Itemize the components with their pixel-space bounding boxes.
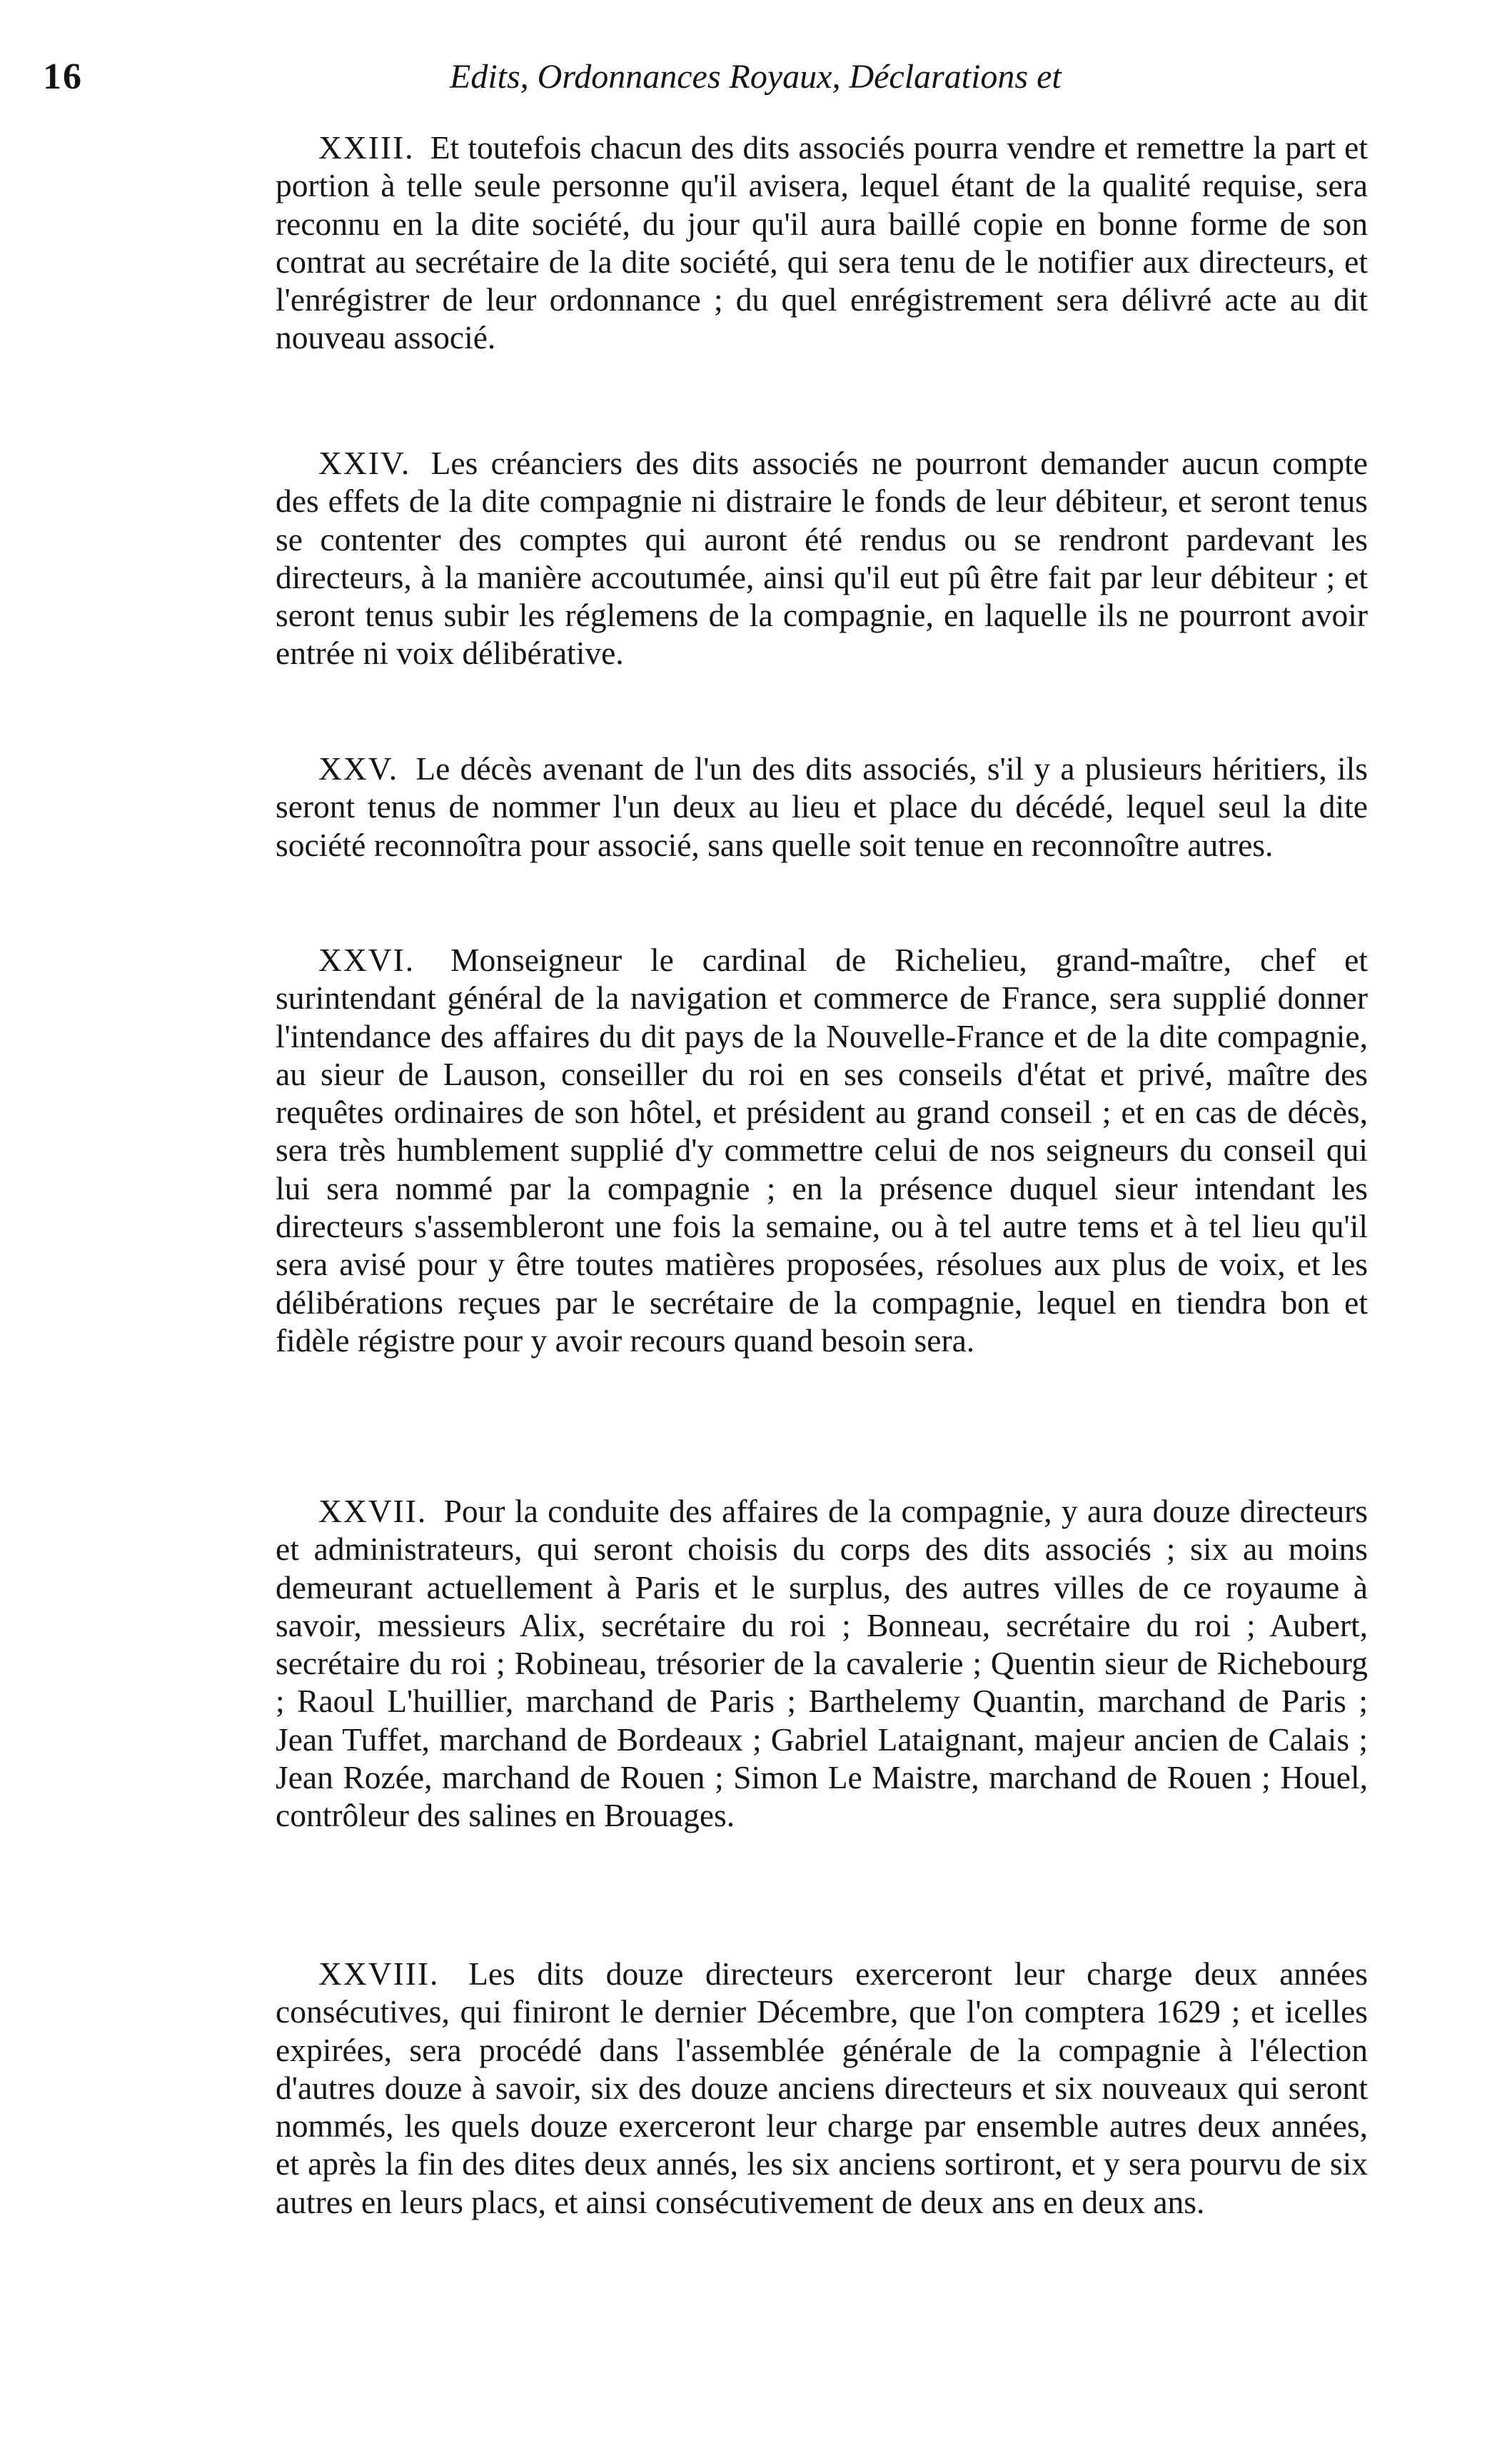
article-number: XXVIII.: [318, 1955, 440, 1992]
article-text: Pour la conduite des affaires de la compagnie, y aura douze directeurs et administrateurs, qui seront choisis du corps des dits associés ; six au moins demeurant actuellement à Paris et le surplus, des autres villes de ce royaume à savoir, messieurs Alix, secrétaire du roi ; Bonneau, secrétaire du roi ; Aubert, secrétaire du roi ; Robineau, trésorier de la cavalerie ; Quentin sieur de Richebourg ; Raoul L'huillier, marchand de Paris ; Barthelemy Quantin, marchand de Paris ; Jean Tuffet, marchand de Bordeaux ; Gabriel Lataignant, majeur ancien de Calais ; Jean Rozée, marchand de Rouen ; Simon Le Maistre, marchand de Rouen ; Houel, contrôleur des salines en Brouages.: [276, 1493, 1368, 1834]
page-number: 16: [43, 56, 83, 97]
article-number: XXIV.: [318, 445, 411, 481]
article-text: Le décès avenant de l'un des dits associés, s'il y a plusieurs héritiers, ils seront tenus de nommer l'un deux au lieu et place du décédé, lequel seul la dite société reconnoîtra pour associé, sans quelle soit tenue en reconnoître autres.: [276, 750, 1368, 863]
article-text: Monseigneur le cardinal de Richelieu, grand-maître, chef et surintendant général de la navigation et commerce de France, sera supplié donner l'intendance des affaires du dit pays de la Nouvelle-France et de la dite compagnie, au sieur de Lauson, conseiller du roi en ses conseils d'état et privé, maître des requêtes ordinaires de son hôtel, et président au grand conseil ; et en cas de décès, sera très humblement supplié d'y commettre celui de nos seigneurs du conseil qui lui sera nommé par la compagnie ; en la présence duquel sieur intendant les directeurs s'assembleront une fois la semaine, ou à tel autre tems et à tel lieu qu'il sera avisé pour y être toutes matières proposées, résolues aux plus de voix, et les délibérations reçues par le secrétaire de la compagnie, lequel en tiendra bon et fidèle régistre pour y avoir recours quand besoin sera.: [276, 942, 1369, 1359]
article-xxiv: [276, 444, 1368, 673]
article-xxiii: [276, 129, 1368, 357]
article-xxv: [276, 750, 1368, 864]
article-text: Les créanciers des dits associés ne pourront demander aucun compte des effets de la dite compagnie ni distraire le fonds de leur débiteur, et seront tenus se contenter des comptes qui auront été rendus ou se rendront pardevant les directeurs, à la manière accoutumée, ainsi qu'il eut pû être fait par leur débiteur ; et seront tenus subir les réglemens de la compagnie, en laquelle ils ne pourront avoir entrée ni voix délibérative.: [276, 445, 1368, 672]
article-xxviii: [276, 1955, 1368, 2221]
article-number: XXVI.: [318, 942, 415, 978]
article-number: XXIII.: [318, 129, 415, 166]
article-text: Et toutefois chacun des dits associés pourra vendre et remettre la part et portion à telle seule personne qu'il avisera, lequel étant de la qualité requise, sera reconnu en la dite société, du jour qu'il aura baillé copie en bonne forme de son contrat au secrétaire de la dite société, qui sera tenu de le notifier aux directeurs, et l'enrégistrer de leur ordonnance ; du quel enrégistrement sera délivré acte au dit nouveau associé.: [276, 129, 1369, 356]
article-xxvi: [276, 941, 1368, 1359]
article-number: XXV.: [318, 750, 399, 787]
page-header: [43, 56, 1335, 106]
running-title: Edits, Ordonnances Royaux, Déclarations et: [450, 58, 1062, 96]
article-text: Les dits douze directeurs exerceront leur charge deux années consécutives, qui finiront le dernier Décembre, que l'on comptera 1629 ; et icelles expirées, sera procédé dans l'assemblée générale de la compagnie à l'élection d'autres douze à savoir, six des douze anciens directeurs et six nouveaux qui seront nommés, les quels douze exerceront leur charge par ensemble autres deux années, et après la fin des dites deux annés, les six anciens sortiront, et y sera pourvu de six autres en leurs placs, et ainsi consécutivement de deux ans en deux ans.: [276, 1955, 1368, 2220]
article-number: XXVII.: [318, 1493, 428, 1529]
article-xxvii: [276, 1492, 1368, 1835]
